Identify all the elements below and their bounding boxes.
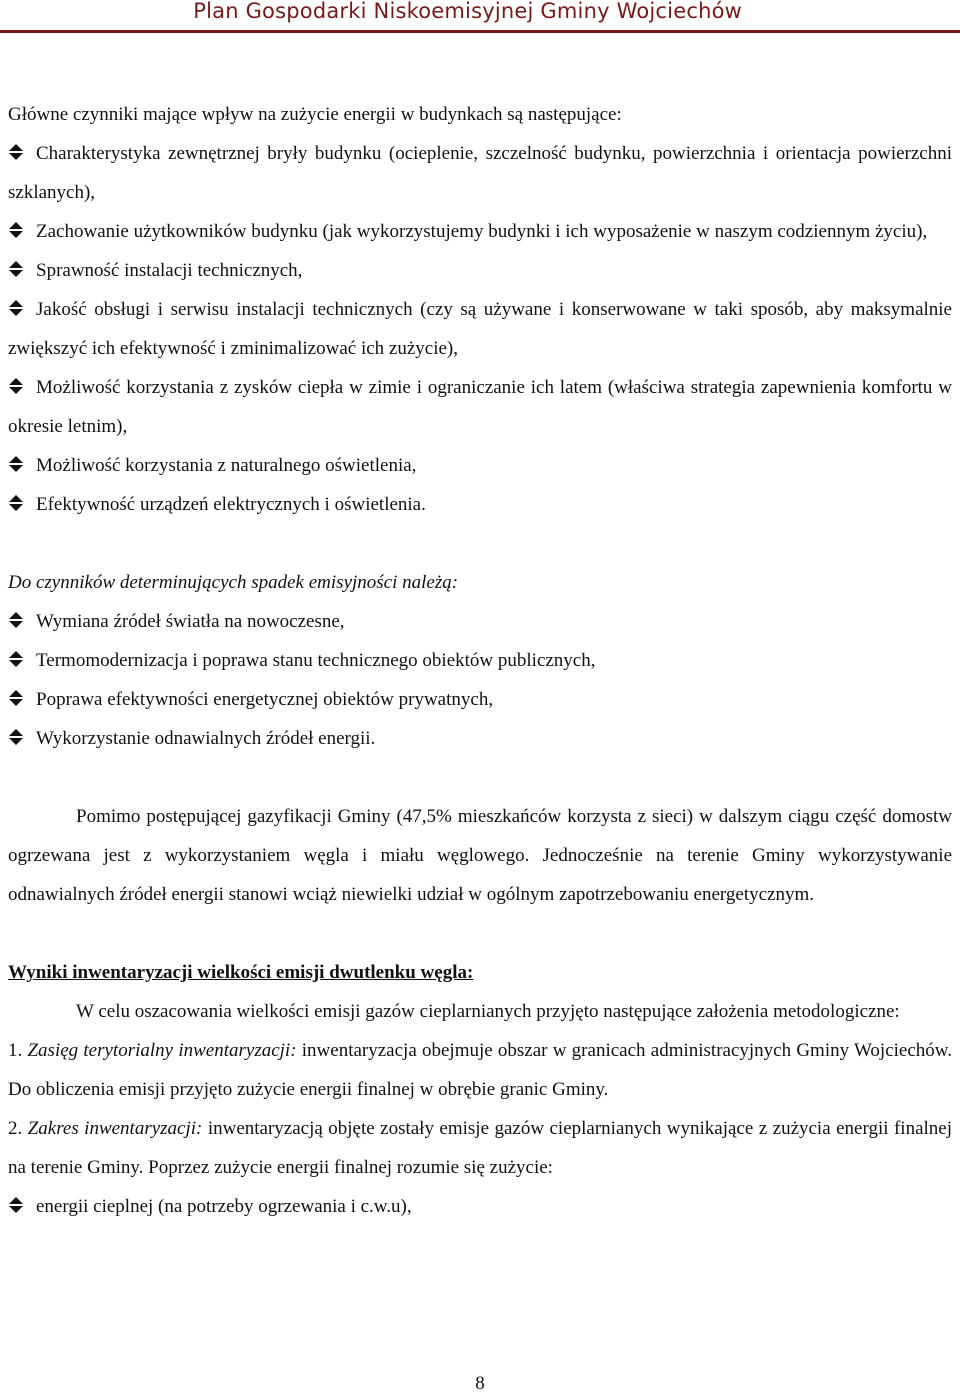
list-item-text: Jakość obsługi i serwisu instalacji technicznych (czy są używane i konserwowane w taki sposób, aby maksymalnie zwiększyć ich efektywność i zminimalizować ich zużycie), — [8, 299, 952, 359]
paragraph-gasification: Pomimo postępującej gazyfikacji Gminy (47,5% mieszkańców korzysta z sieci) w dalszym ciągu część domostw ogrzewana jest z wykorzystaniem węgla i miału węglowego. Jednocześnie na terenie Gminy wykorzystywanie odnawialnych źródeł energii stanowi wciąż niewielki udział w ogólnym zapotrzebowaniu energetycznym. — [8, 806, 952, 905]
double-arrow-up-down-icon — [8, 721, 24, 739]
section2-intro: Do czynników determinujących spadek emisyjności należą: — [8, 572, 459, 593]
section3-bullet-list — [8, 1187, 952, 1226]
method-item-2: 2. Zakres inwentaryzacji: inwentaryzacją objęte zostały emisje gazów cieplarnianych wynikające z zużycia energii finalnej na terenie Gminy. Poprzez zużycie energii finalnej rozumie się zużycie: — [8, 1118, 952, 1178]
section3-heading: Wyniki inwentaryzacji wielkości emisji dwutlenku węgla: — [8, 962, 474, 983]
list-item-text: energii cieplnej (na potrzeby ogrzewania i c.w.u), — [36, 1196, 412, 1217]
list-item — [8, 485, 952, 524]
double-arrow-up-down-icon — [8, 136, 24, 154]
list-item — [8, 1187, 952, 1226]
list-item-text: Charakterystyka zewnętrznej bryły budynku (ocieplenie, szczelność budynku, powierzchnia i orientacja powierzchni szklanych), — [8, 143, 952, 203]
double-arrow-up-down-icon — [8, 292, 24, 310]
double-arrow-up-down-icon — [8, 643, 24, 661]
section1-intro: Główne czynniki mające wpływ na zużycie energii w budynkach są następujące: — [8, 104, 622, 125]
list-item-text: Termomodernizacja i poprawa stanu technicznego obiektów publicznych, — [36, 650, 596, 671]
list-item-text: Zachowanie użytkowników budynku (jak wykorzystujemy budynki i ich wyposażenie w naszym codziennym życiu), — [36, 221, 928, 242]
list-item — [8, 680, 952, 719]
double-arrow-up-down-icon — [8, 1189, 24, 1207]
double-arrow-up-down-icon — [8, 604, 24, 622]
list-item — [8, 641, 952, 680]
list-item — [8, 134, 952, 212]
double-arrow-up-down-icon — [8, 487, 24, 505]
section3-intro: W celu oszacowania wielkości emisji gazów cieplarnianych przyjęto następujące założenia metodologiczne: — [76, 1001, 900, 1022]
list-item — [8, 251, 952, 290]
page-number: 8 — [475, 1373, 485, 1394]
double-arrow-up-down-icon — [8, 370, 24, 388]
section2-bullet-list — [8, 602, 952, 758]
section1-bullet-list — [8, 134, 952, 524]
spacer — [8, 914, 952, 953]
double-arrow-up-down-icon — [8, 253, 24, 271]
list-item-text: Efektywność urządzeń elektrycznych i oświetlenia. — [36, 494, 426, 515]
list-item — [8, 368, 952, 446]
double-arrow-up-down-icon — [8, 682, 24, 700]
list-item-text: Sprawność instalacji technicznych, — [36, 260, 303, 281]
list-item — [8, 212, 952, 251]
list-item — [8, 446, 952, 485]
double-arrow-up-down-icon — [8, 448, 24, 466]
list-item-text: Wymiana źródeł światła na nowoczesne, — [36, 611, 345, 632]
document-title: Plan Gospodarki Niskoemisyjnej Gminy Wojciechów — [193, 0, 742, 23]
page-header — [0, 0, 960, 33]
document-body — [8, 95, 952, 1226]
list-item — [8, 290, 952, 368]
method-item-1: 1. Zasięg terytorialny inwentaryzacji: inwentaryzacja obejmuje obszar w granicach administracyjnych Gminy Wojciechów. Do obliczenia emisji przyjęto zużycie energii finalnej w obrębie granic Gminy. — [8, 1040, 953, 1100]
list-item-text: Poprawa efektywności energetycznej obiektów prywatnych, — [36, 689, 494, 710]
list-item — [8, 719, 952, 758]
list-item-text: Wykorzystanie odnawialnych źródeł energii. — [36, 728, 376, 749]
double-arrow-up-down-icon — [8, 214, 24, 232]
list-item — [8, 602, 952, 641]
list-item-text: Możliwość korzystania z naturalnego oświetlenia, — [36, 455, 417, 476]
list-item-text: Możliwość korzystania z zysków ciepła w zimie i ograniczanie ich latem (właściwa strategia zapewnienia komfortu w okresie letnim), — [8, 377, 952, 437]
spacer — [8, 758, 952, 797]
spacer — [8, 524, 952, 563]
